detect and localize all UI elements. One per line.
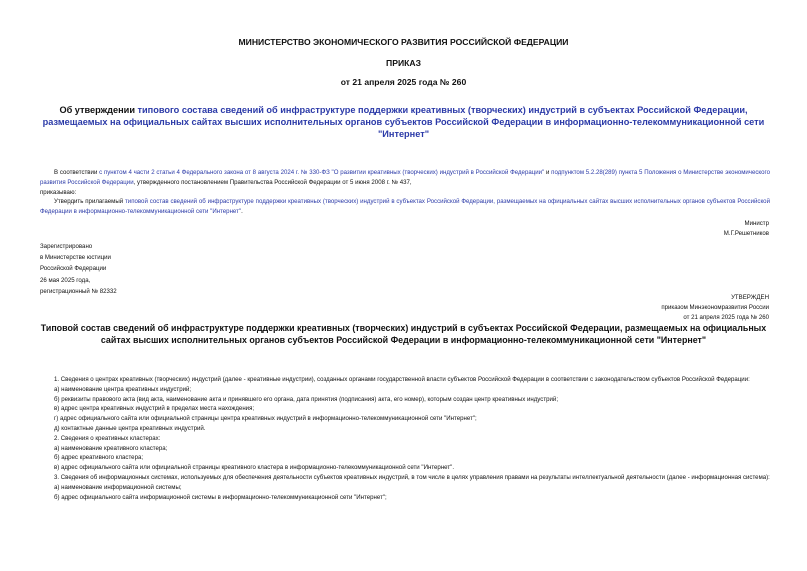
body-paragraph: в) адрес центра креативных индустрий в пределах места нахождения; [54, 405, 255, 413]
order-title-prefix: Об утверждении [59, 105, 138, 115]
body-paragraph: а) наименование информационной системы; [54, 483, 182, 491]
order-preamble [40, 168, 770, 217]
body-paragraph: б) адрес креативного кластера; [54, 454, 144, 462]
preamble-paragraph [40, 168, 770, 188]
body-paragraph: 2. Сведения о креативных кластерах: [54, 434, 161, 442]
approved-label: УТВЕРЖДЕН [731, 294, 769, 301]
approval-stamp [661, 293, 769, 324]
approved-by: приказом Минэкономразвития России [661, 304, 769, 312]
registration-line: Зарегистрировано [40, 243, 93, 250]
preamble-text: и [544, 169, 552, 176]
order-title-link[interactable]: типового состава сведений об инфраструктуре поддержки креативных (творческих) индустрий в субъектах Российской Федерации, размещаемых на официальных сайтах высших исполнительных органов субъектов Российской Федерации в информационно-телекоммуникационной сети "Интернет" [42, 105, 765, 139]
body-paragraph: б) адрес официального сайта информационной системы в информационно-телекоммуникационной сети "Интернет"; [54, 493, 387, 501]
preamble-text: В соответствии [54, 169, 100, 176]
order-date-number: от 21 апреля 2025 года № 260 [340, 77, 467, 87]
body-paragraph: а) наименование центра креативных индустрий; [54, 385, 192, 393]
registration-line: 26 мая 2025 года, [40, 276, 91, 284]
registration-line: Российской Федерации [40, 265, 107, 273]
signature-block [724, 219, 769, 239]
regulation-link[interactable]: подпунктом 5.2.28(289) пункта 5 Положения о Министерстве экономического развития Российской Федерации [40, 169, 771, 186]
approved-date: от 21 апреля 2025 года № 260 [683, 314, 769, 322]
order-title [30, 104, 777, 140]
ministry-heading: МИНИСТЕРСТВО ЭКОНОМИЧЕСКОГО РАЗВИТИЯ РОССИЙСКОЙ ФЕДЕРАЦИИ [238, 37, 569, 47]
body-paragraph: б) реквизиты правового акта (вид акта, наименование акта и принявшего его органа, дата принятия (подписания) акта, его номер), которым создан центр креативных индустрий; [54, 395, 559, 403]
registration-line: в Министерстве юстиции [40, 254, 111, 262]
appendix-body [40, 375, 770, 502]
approve-text: Утвердить прилагаемый [54, 198, 125, 206]
preamble-text: , утвержденного постановлением Правительства Российской Федерации от 5 июня 2008 г. № 437, [133, 178, 412, 186]
law-link[interactable]: с пунктом 4 части 2 статьи 4 Федерального закона от 8 августа 2024 г. № 330-ФЗ "О развитии креативных (творческих) индустрий в Российской Федерации" [99, 169, 545, 176]
signer-position: Министр [744, 220, 769, 227]
registration-line: регистрационный № 82332 [40, 287, 117, 295]
body-paragraph: а) наименование креативного кластера; [54, 444, 168, 452]
order-command: приказываю: [40, 188, 77, 196]
doc-type-heading: ПРИКАЗ [386, 58, 421, 68]
approved-doc-link[interactable]: типовой состав сведений об инфраструктуре поддержки креативных (творческих) индустрий в субъектах Российской Федерации, размещаемых на официальных сайтах высших исполнительных органов субъектов Российской Федерации в информационно-телекоммуникационной сети "Интернет" [40, 198, 770, 216]
body-paragraph: г) адрес официального сайта или официальной страницы центра креативных индустрий в информационно-телекоммуникационной сети "Интернет"; [54, 415, 477, 423]
signer-name: М.Г.Решетников [723, 229, 769, 237]
body-paragraph: 1. Сведения о центрах креативных (творческих) индустрий (далее - креативные индустрии), созданных органами государственной власти субъектов Российской Федерации в соответствии с законодательством субъектов Российской Федерации: [54, 376, 750, 383]
body-paragraph: 3. Сведения об информационных системах, используемых для обеспечения деятельности субъектов креативных индустрий, в том числе в целях управления правами на результаты интеллектуальной деятельности (далее - информационная система): [54, 473, 770, 481]
approve-paragraph [40, 197, 770, 217]
appendix-title: Типовой состав сведений об инфраструктуре поддержки креативных (творческих) индустрий в субъектах Российской Федерации, размещаемых на официальных сайтах высших исполнительных органов субъектов Российской Федерации в информационно-телекоммуникационной сети "Интернет" [40, 323, 767, 345]
body-paragraph: д) контактные данные центра креативных индустрий. [54, 424, 206, 432]
body-paragraph: в) адрес официального сайта или официальной страницы креативного кластера в информационно-телекоммуникационной сети "Интернет". [54, 464, 455, 472]
approve-text: . [241, 208, 243, 216]
registration-block [40, 241, 117, 297]
